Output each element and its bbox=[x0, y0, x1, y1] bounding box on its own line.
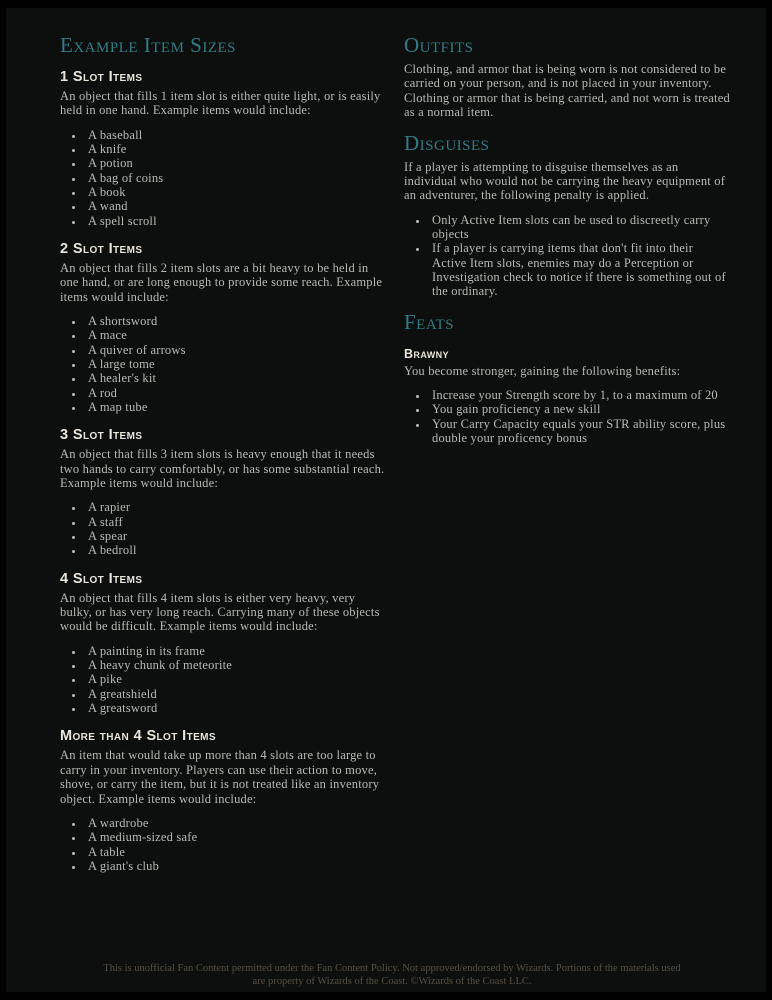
bullet-item: • A large tome bbox=[84, 357, 386, 371]
subheading-1-slot-items: 1 Slot Items bbox=[60, 69, 143, 85]
bullet-list bbox=[60, 500, 386, 557]
footer-line-1: This is unofficial Fan Content permitted under the Fan Content Policy. Not approved/endorsed by Wizards. Portions of the materials used bbox=[103, 963, 681, 974]
bullet-item: • A mace bbox=[84, 328, 386, 342]
bullet-item: • A bag of coins bbox=[84, 171, 386, 185]
paragraph: An object that fills 4 item slots is either very heavy, very bulky, or has very long reach. Carrying many of these objects would be difficult. Example items would include: bbox=[60, 590, 380, 634]
subheading-2-slot-items: 2 Slot Items bbox=[60, 240, 143, 257]
bullet-item: • Your Carry Capacity equals your STR ability score, plus double your proficency bonus bbox=[428, 417, 730, 446]
bullet-item: • A painting in its frame bbox=[84, 644, 386, 658]
left-column bbox=[60, 28, 386, 885]
bullet-list bbox=[60, 816, 386, 873]
bullet-item: • A greatsword bbox=[84, 701, 386, 715]
bullet-item: • A healer's kit bbox=[84, 371, 386, 385]
bullet-item: • A book bbox=[84, 185, 386, 199]
bullet-item: • A bedroll bbox=[84, 543, 386, 557]
bullet-item: • A spear bbox=[84, 529, 386, 543]
right-column bbox=[404, 28, 730, 885]
fan-content-footer bbox=[6, 962, 772, 992]
bullet-list bbox=[404, 388, 730, 445]
bullet-item: • If a player is carrying items that don't fit into their Active Item slots, enemies may do a Perception or Investigation check to notice if there is something out of the ordinary. bbox=[428, 241, 730, 298]
paragraph: An object that fills 1 item slot is either quite light, or is easily held in one hand. Example items would include: bbox=[60, 89, 381, 118]
bullet-item: • A wardrobe bbox=[84, 816, 386, 830]
subheading-brawny: Brawny bbox=[404, 346, 449, 361]
bullet-item: • A wand bbox=[84, 199, 386, 213]
paragraph: If a player is attempting to disguise themselves as an individual who would not be carrying the heavy equipment of an adventurer, the following penalty is applied. bbox=[404, 159, 726, 203]
paragraph: An item that would take up more than 4 slots are too large to carry in your inventory. Players can use their action to move, shove, or carry the item, but it is not treated like an inventory object. Example items would include: bbox=[60, 748, 380, 806]
bullet-item: • A quiver of arrows bbox=[84, 343, 386, 357]
footer-line-2: are property of Wizards of the Coast. ©Wizards of the Coast LLC. bbox=[252, 976, 532, 987]
heading-outfits: Outfits bbox=[404, 33, 474, 57]
subheading-3-slot-items: 3 Slot Items bbox=[60, 427, 143, 444]
bullet-list bbox=[404, 213, 730, 299]
bullet-item: • A baseball bbox=[84, 128, 386, 142]
heading-feats: Feats bbox=[404, 309, 455, 334]
bullet-item: • A map tube bbox=[84, 400, 386, 414]
bullet-item: • Only Active Item slots can be used to discreetly carry objects bbox=[428, 213, 730, 242]
bullet-item: • Increase your Strength score by 1, to a maximum of 20 bbox=[428, 388, 730, 402]
bullet-list bbox=[60, 644, 386, 715]
bullet-item: • A knife bbox=[84, 142, 386, 156]
heading-disguises: Disguises bbox=[404, 130, 490, 155]
bullet-item: • A greatshield bbox=[84, 687, 386, 701]
bullet-item: • A shortsword bbox=[84, 314, 386, 328]
bullet-item: • A medium-sized safe bbox=[84, 830, 386, 844]
subheading-more-than-4-slot-items: More than 4 Slot Items bbox=[60, 728, 216, 745]
bullet-item: • A rod bbox=[84, 386, 386, 400]
content-columns bbox=[6, 8, 766, 885]
bullet-item: • A potion bbox=[84, 156, 386, 170]
heading-example-item-sizes: Example Item Sizes bbox=[60, 33, 236, 57]
bullet-item: • A table bbox=[84, 845, 386, 859]
bullet-item: • A staff bbox=[84, 515, 386, 529]
bullet-item: • A rapier bbox=[84, 500, 386, 514]
paragraph: An object that fills 2 item slots are a bit heavy to be held in one hand, or are long enough to provide some reach. Example items would include: bbox=[60, 260, 383, 304]
bullet-item: • A giant's club bbox=[84, 859, 386, 873]
bullet-item: • A heavy chunk of meteorite bbox=[84, 658, 386, 672]
bullet-item: • A spell scroll bbox=[84, 214, 386, 228]
bullet-item: • A pike bbox=[84, 672, 386, 686]
bullet-item: • You gain proficiency a new skill bbox=[428, 402, 730, 416]
paragraph: You become stronger, gaining the following benefits: bbox=[404, 363, 681, 378]
bullet-list bbox=[60, 314, 386, 414]
bullet-list bbox=[60, 128, 386, 228]
subheading-4-slot-items: 4 Slot Items bbox=[60, 570, 143, 587]
paragraph: An object that fills 3 item slots is heavy enough that it needs two hands to carry comfortably, or has some substantial reach. Example items would include: bbox=[60, 447, 385, 490]
paragraph: Clothing, and armor that is being worn is not considered to be carried on your person, and is not placed in your inventory. Clothing or armor that is being carried, and not worn is treated as a normal item. bbox=[404, 62, 730, 120]
document-page bbox=[6, 8, 766, 992]
